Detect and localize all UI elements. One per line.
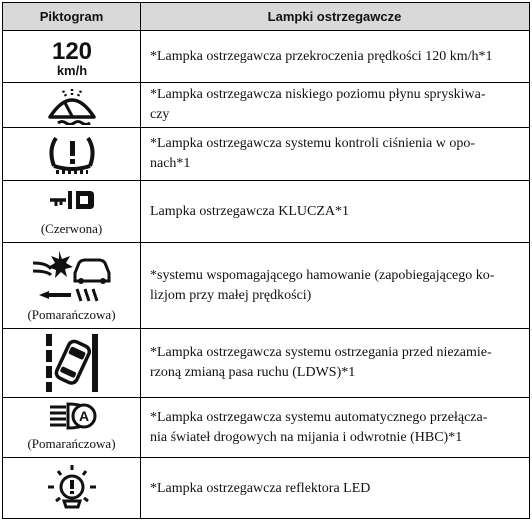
icon-caption: (Pomarańczowa)	[27, 307, 116, 322]
header-warning-lights: Lampki ostrzegawcze	[267, 9, 402, 24]
pictogram-cell	[3, 83, 140, 127]
pictogram-cell	[3, 31, 140, 82]
row-text: *systemu wspomagającego hamowanie (zapobiegającego ko- lizjom przy małej prędkości)	[150, 267, 495, 303]
row-text-cell	[150, 398, 519, 457]
lane-departure-icon	[42, 332, 102, 394]
table-row	[3, 181, 529, 243]
high-beam-control-icon	[44, 401, 100, 433]
row-text-cell	[150, 243, 519, 328]
row-text: *Lampka ostrzegawcza niskiego poziomu płynu spryskiwa- czy	[150, 87, 486, 122]
row-text-cell	[150, 329, 519, 397]
row-text-cell	[150, 128, 519, 180]
icon-caption: (Czerwona)	[40, 221, 103, 236]
row-text: *Lampka ostrzegawcza systemu ostrzegania przed niezamie- rzoną zmianą pasa ruchu (LDWS)*1	[150, 345, 492, 380]
table-row	[3, 243, 529, 329]
row-text: *Lampka ostrzegawcza reflektora LED	[150, 481, 371, 496]
pictogram-cell	[3, 329, 140, 397]
speed-120-kmh-icon	[42, 35, 102, 79]
table-row	[3, 31, 529, 83]
table-header	[3, 3, 529, 31]
table-row	[3, 128, 529, 181]
pictogram-cell	[3, 128, 140, 180]
row-text: *Lampka ostrzegawcza systemu kontroli ciśnienia w opo- nach*1	[150, 136, 476, 171]
svg-text:A: A	[78, 408, 89, 424]
warning-lights-table	[2, 2, 530, 519]
row-text: *Lampka ostrzegawcza systemu automatycznego przełącza- nia świateł drogowych na mijania i odwrotnie (HBC)*1	[150, 409, 488, 445]
table-row	[3, 458, 529, 520]
icon-text-kmh: km/h	[56, 63, 87, 78]
row-text-cell	[150, 83, 519, 127]
key-icon	[44, 185, 100, 215]
led-headlight-icon	[44, 465, 100, 511]
table-row	[3, 329, 529, 398]
pictogram-cell	[3, 458, 140, 520]
row-text-cell	[150, 31, 519, 82]
tire-pressure-icon	[44, 132, 100, 178]
column-divider	[140, 3, 141, 518]
brake-support-icon	[29, 247, 115, 303]
header-pictogram: Piktogram	[39, 9, 104, 24]
row-text: Lampka ostrzegawcza KLUCZA*1	[150, 203, 350, 219]
row-text-cell	[150, 181, 519, 242]
row-text-cell	[150, 458, 519, 520]
table-row	[3, 398, 529, 458]
row-text: *Lampka ostrzegawcza przekroczenia prędkości 120 km/h*1	[150, 48, 493, 64]
icon-text-120: 120	[51, 38, 92, 65]
icon-caption: (Pomarańczowa)	[27, 436, 116, 451]
washer-fluid-icon	[44, 87, 100, 125]
table-row	[3, 83, 529, 128]
